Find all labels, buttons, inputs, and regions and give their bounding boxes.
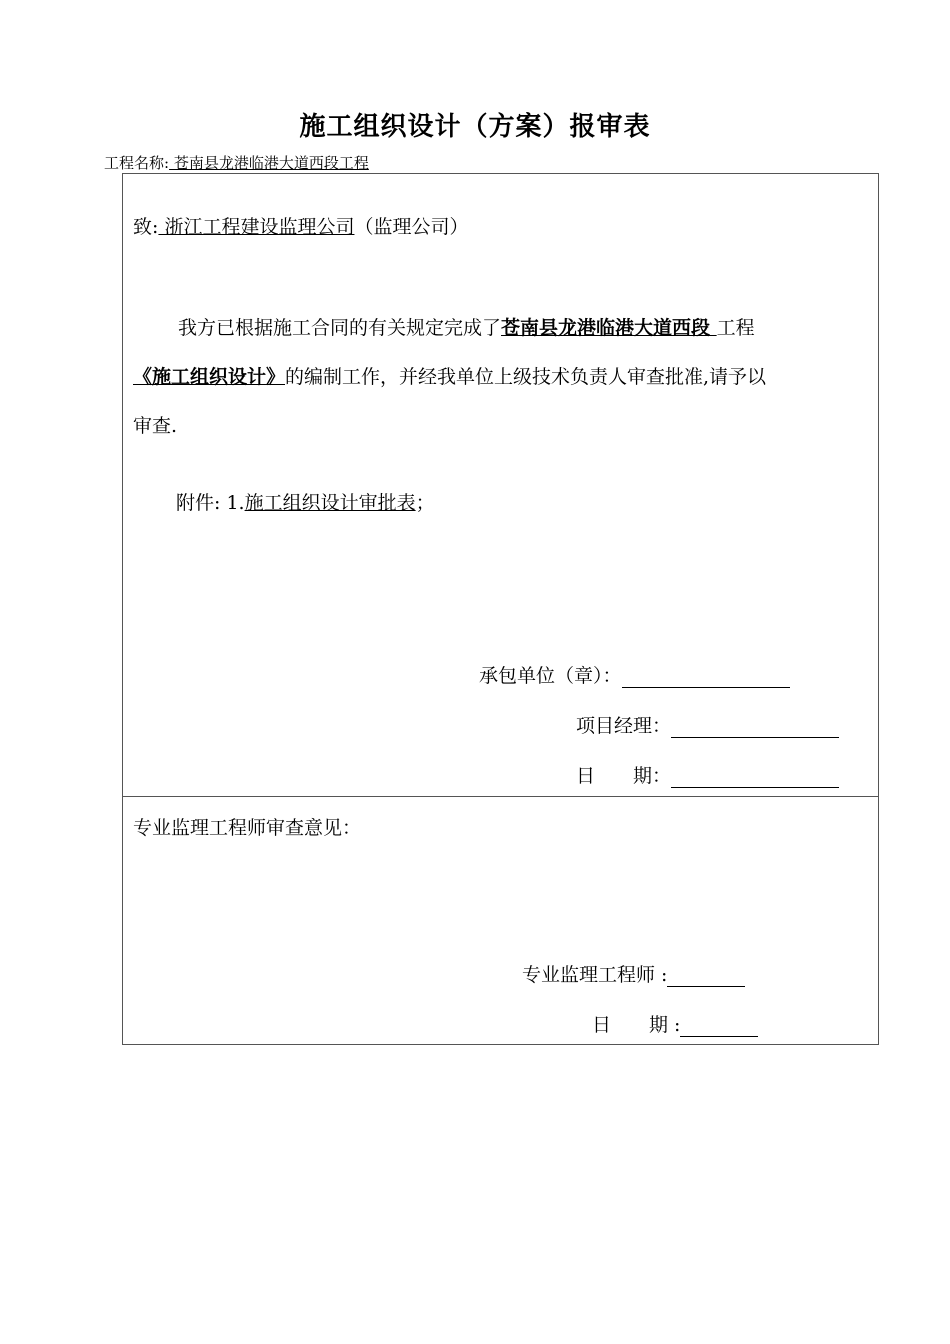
review-heading: 专业监理工程师审查意见： [133, 817, 362, 839]
engineer-label: 专业监理工程师 : [522, 964, 668, 986]
project-manager-field[interactable] [671, 719, 839, 738]
attachment-line [176, 488, 435, 515]
recipient-prefix: 致: [133, 216, 159, 238]
review-date-row [592, 1010, 758, 1037]
review-date-field[interactable] [680, 1018, 758, 1037]
engineer-row [522, 960, 745, 987]
engineer-signature-field[interactable] [667, 968, 745, 987]
project-name-label: 工程名称: [104, 154, 170, 172]
recipient-line [133, 212, 468, 239]
contractor-unit-row [479, 661, 790, 688]
project-name-line [104, 152, 369, 173]
form-title: 施工组织设计（方案）报审表 [299, 112, 651, 142]
body-text-1b: 工程 [716, 317, 755, 339]
attachment-suffix: ； [415, 492, 435, 514]
body-line-3: 审查. [133, 415, 178, 437]
contractor-date-row [576, 761, 839, 788]
body-project-name: 苍南县龙港临港大道西段 [501, 317, 717, 339]
body-text-2b: 的编制工作，并经我单位上级技术负责人审查批准,请予以 [285, 366, 767, 388]
project-name-value: 苍南县龙港临港大道西段工程 [169, 154, 369, 172]
body-line-2 [133, 362, 766, 389]
body-text-1a: 我方已根据施工合同的有关规定完成了 [178, 317, 502, 339]
attachment-prefix: 附件: 1. [176, 492, 245, 514]
contractor-unit-field[interactable] [622, 669, 790, 688]
contractor-date-field[interactable] [671, 769, 839, 788]
body-document-name: 《施工组织设计》 [133, 366, 286, 388]
project-manager-label: 项目经理： [576, 715, 672, 737]
recipient-company: 浙江工程建设监理公司 [158, 216, 355, 238]
recipient-suffix: （监理公司） [354, 216, 469, 238]
project-manager-row [576, 711, 839, 738]
contractor-date-label: 日 期： [576, 765, 672, 787]
section-divider [122, 796, 879, 797]
contractor-unit-label: 承包单位（章）： [479, 665, 622, 687]
body-line-1 [178, 313, 755, 340]
form-table [122, 173, 879, 1045]
review-date-label: 日 期 : [592, 1014, 681, 1036]
attachment-item: 施工组织设计审批表 [244, 492, 416, 514]
